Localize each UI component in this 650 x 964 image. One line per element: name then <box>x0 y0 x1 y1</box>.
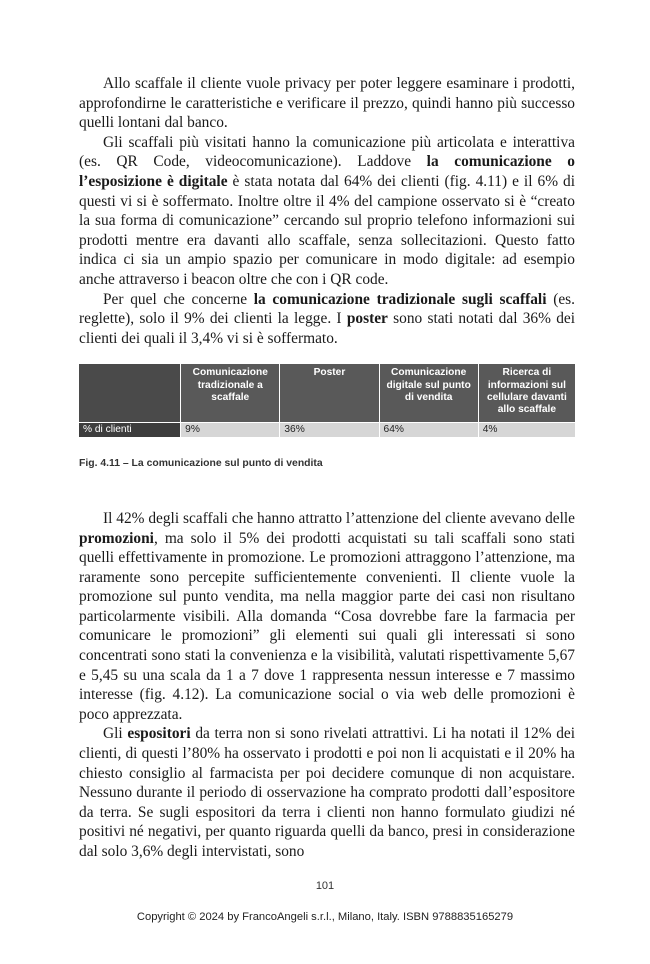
table-row <box>79 423 575 438</box>
figure-table-wrapper <box>79 364 575 437</box>
table-header-cell: Comunicazione digitale sul punto di vendita <box>379 364 478 423</box>
table-header-cell: Ricerca di informazioni sul cellulare davanti allo scaffale <box>478 364 575 423</box>
table-cell: 64% <box>379 423 478 438</box>
bold-term: espositori <box>127 725 191 743</box>
table-cell: 4% <box>478 423 575 438</box>
paragraph-traditional-communication: Per quel che concerne la comunicazione tradizionale sugli scaffali (es. reglette), solo il 9% dei clienti la legge. I poster sono stati notati dal 36% dei clienti dei quali il 3,4% vi si è soffermato. <box>79 290 576 347</box>
table-header-row <box>79 364 575 423</box>
paragraph-digital-communication: Gli scaffali più visitati hanno la comunicazione più articolata e interattiva (es. QR Code, videocomunicazione). Laddove la comunicazione o l’esposizione è digitale è stata notata dal 64% dei clienti (fig. 4.11) e il 6% di questi vi si è soffermato. Inoltre oltre il 4% del campione osservato si è “creato la sua forma di comunicazione” cercando sul proprio telefono informazioni sui prodotti mentre era davanti allo scaffale, senza sollecitazioni. Questo fatto indica ci sia un ampio spazio per comunicare in modo digitale: ad esempio anche attraverso i beacon oltre che con i QR code. <box>79 133 575 288</box>
paragraph-promotions: Il 42% degli scaffali che hanno attratto l’attenzione del cliente avevano delle promozioni, ma solo il 5% dei prodotti acquistati su tali scaffali sono stati quelli effettivamente in promozione. Le promozioni attraggono l’attenzione, ma raramente sono percepite sufficientemente convenienti. Il cliente vuole la promozione sul punto vendita, ma nella maggior parte dei casi non risultano particolarmente visibili. Alla domanda “Cosa dovrebbe fare la farmacia per comunicare le promozioni” gli elementi sui quali gli interessati si sono concentrati sono stati la convenienza e la visibilità, valutati rispettivamente 5,67 e 5,45 su una scala da 1 a 7 dove 1 rappresenta nessun interesse e 7 massimo interesse (fig. 4.12). La comunicazione social o via web delle promozioni è poco apprezzata. <box>79 509 575 723</box>
copyright-notice: Copyright © 2024 by FrancoAngeli s.r.l., Milano, Italy. ISBN 9788835165279 <box>136 911 514 923</box>
table-row-label: % di clienti <box>79 423 181 438</box>
bold-term: la comunicazione tradizionale sugli scaffali <box>253 290 547 308</box>
bold-term: promozioni <box>79 529 154 547</box>
table-cell: 36% <box>280 423 379 438</box>
page-body <box>79 74 575 862</box>
paragraph-shelf-privacy: Allo scaffale il cliente vuole privacy per poter leggere esaminare i prodotti, approfondirne le caratteristiche e verificare il prezzo, quindi hanno più successo quelli lontani dal banco. <box>79 75 575 132</box>
communication-table <box>79 364 575 437</box>
paragraph-floor-displays: Gli espositori da terra non si sono rivelati attrattivi. Li ha notati il 12% dei clienti, di questi l’80% ha osservato i prodotti e poi non li acquistati e il 20% ha chiesto consiglio al farmacista per poi decidere comunque di non acquistare. Nessuno durante il periodo di osservazione ha comprato prodotti dall’espositore da terra. Se sugli espositori da terra i clienti non hanno formulato giudizi né positivi né negativi, per quanto riguarda quelli da banco, presi in considerazione dal solo 3,6% degli intervistati, sono <box>79 725 576 860</box>
table-cell: 9% <box>181 423 280 438</box>
bold-term: la comunicazione o l’esposizione è digitale <box>79 153 575 190</box>
figure-caption: Fig. 4.11 – La comunicazione sul punto di vendita <box>79 458 323 470</box>
bold-term: poster <box>346 310 388 328</box>
table-header-cell: Poster <box>280 364 379 423</box>
table-corner-cell <box>79 364 181 423</box>
table-header-cell: Comunicazione tradizionale a scaffale <box>181 364 280 423</box>
page-number: 101 <box>315 880 335 892</box>
